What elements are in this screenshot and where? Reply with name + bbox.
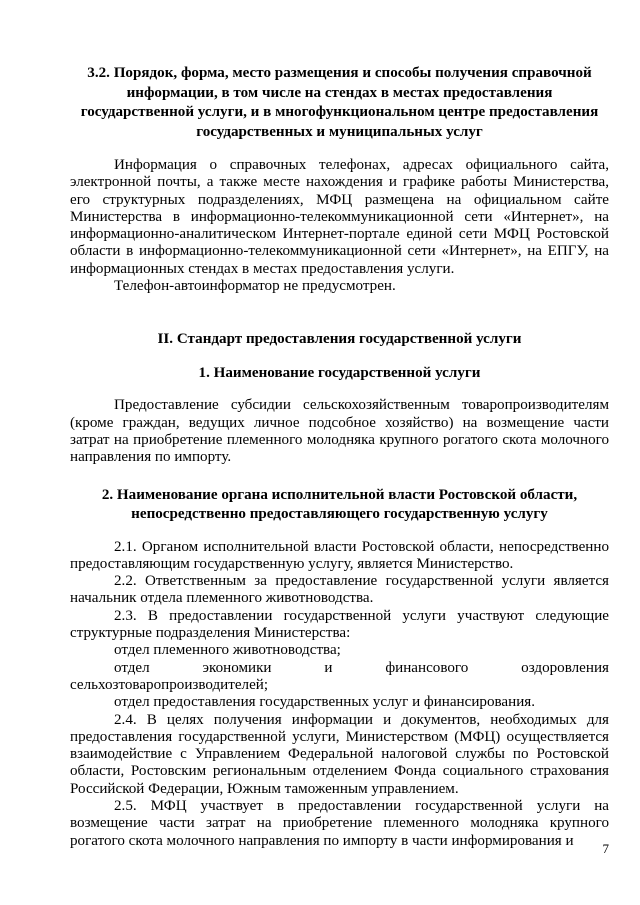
list-item-1: отдел племенного животноводства; [114, 642, 341, 659]
list-item-2-word: оздоровления [521, 659, 609, 676]
section-1-paragraph: Предоставление субсидии сельскохозяйственным товаропроизводителям (кроме граждан, ведущих личное подсобное хозяйство) на возмещение части затрат на приобретение племенного молодняка крупного рогатого скота молочного направления по импорту. [70, 397, 609, 466]
list-item-2-continuation: сельхозтоваропроизводителей; [70, 676, 269, 693]
page-number: 7 [602, 841, 609, 856]
section-2-heading: 2. Наименование органа исполнительной власти Ростовской области, непосредственно предоставляющего государственную услугу [101, 486, 578, 523]
paragraph-2-5: 2.5. МФЦ участвует в предоставлении государственной услуги на возмещение части затрат на приобретение племенного молодняка крупного рогатого скота молочного направления по импорту в части информирования и [70, 798, 609, 849]
paragraph-2-2: 2.2. Ответственным за предоставление государственной услуги является начальник отдела племенного животноводства. [70, 573, 609, 607]
section-3-2-paragraph-1: Информация о справочных телефонах, адресах официального сайта, электронной почты, а также месте нахождения и графике работы Министерства, его структурных подразделениях, МФЦ размещена на официальном сайте Министерства в информационно-телекоммуникационной сети «Интернет», на информационно-аналитическом Интернет-портале единой сети МФЦ Ростовской области в информационно-телекоммуникационной сети «Интернет», на ЕПГУ, на информационных стендах в местах предоставления услуги. [70, 157, 609, 277]
section-ii-heading: II. Стандарт предоставления государственной услуги [157, 331, 522, 348]
list-item-2-word: экономики [202, 659, 272, 676]
section-1-heading: 1. Наименование государственной услуги [198, 364, 481, 381]
list-item-3: отдел предоставления государственных услуг и финансирования. [114, 694, 535, 711]
section-3-2-heading: 3.2. Порядок, форма, место размещения и способы получения справочной информации, в том числе на стендах в местах предоставления государственной услуги, и в многофункциональном центре предоставления государственных и муниципальных услуг [80, 65, 599, 140]
page-content [70, 64, 609, 850]
paragraph-2-3: 2.3. В предоставлении государственной услуги участвуют следующие структурные подразделения Министерства: [70, 607, 609, 642]
list-item-2-word: финансового [385, 659, 469, 676]
list-item-2-word: отдел [114, 659, 150, 676]
section-3-2-paragraph-2: Телефон-автоинформатор не предусмотрен. [114, 278, 396, 295]
list-item-2-first-line [70, 660, 609, 677]
list-item-2-word: и [324, 659, 333, 676]
paragraph-2-1: 2.1. Органом исполнительной власти Ростовской области, непосредственно предоставляющим государственную услугу, является Министерство. [70, 538, 609, 572]
paragraph-2-4: 2.4. В целях получения информации и документов, необходимых для предоставления государственной услуги, Министерством (МФЦ) осуществляется взаимодействие с Управлением Федеральной налоговой службы по Ростовской области, Ростовским региональным отделением Фонда социального страхования Российской Федерации, Южным таможенным управлением. [70, 711, 609, 797]
